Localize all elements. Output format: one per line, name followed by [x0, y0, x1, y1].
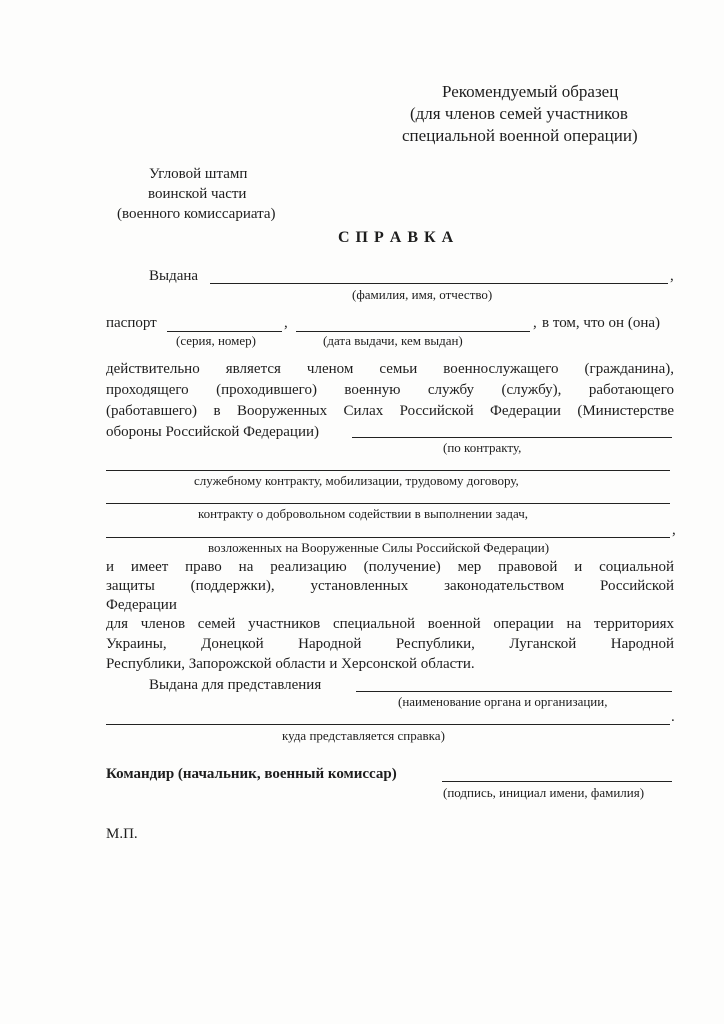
service-basis-hint: (по контракту,: [443, 440, 522, 455]
body-text-line: для членов семей участников специальной военной операции на территориях: [106, 616, 674, 632]
presentation-label: Выдана для представления: [149, 677, 322, 693]
stamp-line: Угловой штамп: [149, 166, 248, 182]
presentation-hint: куда представляется справка): [282, 728, 445, 743]
passport-tail: в том, что он (она): [542, 315, 661, 331]
signature-hint: (подпись, инициал имени, фамилия): [443, 785, 645, 800]
comma: ,: [533, 315, 537, 331]
service-basis-hint: возложенных на Вооруженные Силы Российской Федерации): [208, 540, 550, 555]
presentation-hint: (наименование органа и организации,: [398, 694, 608, 709]
service-basis-field[interactable]: [352, 437, 672, 438]
body-text-line: Федерации: [106, 597, 177, 613]
passport-label: паспорт: [106, 315, 157, 331]
header-line: специальной военной операции): [402, 126, 638, 145]
passport-issue-hint: (дата выдачи, кем выдан): [323, 333, 463, 348]
header-line: (для членов семей участников: [410, 104, 628, 123]
body-text-line: и имеет право на реализацию (получение) мер правовой и социальной: [106, 559, 674, 575]
passport-issue-field[interactable]: [296, 331, 530, 332]
body-text-line: Республики, Запорожской области и Херсонской области.: [106, 656, 475, 672]
issued-to-label: Выдана: [149, 268, 199, 284]
service-basis-field-2[interactable]: [106, 470, 670, 471]
body-text-line: проходящего (проходившего) военную службу (службу), работающего: [106, 382, 674, 398]
service-basis-field-3[interactable]: [106, 503, 670, 504]
passport-series-hint: (серия, номер): [176, 333, 256, 348]
header-line: Рекомендуемый образец: [442, 82, 619, 101]
body-text-line: Украины, Донецкой Народной Республики, Луганской Народной: [106, 636, 674, 652]
full-name-field[interactable]: [210, 283, 668, 284]
signature-field[interactable]: [442, 781, 672, 782]
commander-label: Командир (начальник, военный комиссар): [106, 766, 397, 782]
service-basis-hint: контракту о добровольном содействии в выполнении задач,: [198, 506, 529, 521]
seal-place: М.П.: [106, 826, 138, 842]
body-text-line: обороны Российской Федерации): [106, 424, 319, 440]
body-text-line: действительно является членом семьи военнослужащего (гражданина),: [106, 361, 674, 377]
document-title: С П Р А В К А: [338, 229, 455, 246]
body-text-line: (работавшего) в Вооруженных Силах Российской Федерации (Министерстве: [106, 403, 674, 419]
passport-series-field[interactable]: [167, 331, 282, 332]
stamp-line: воинской части: [148, 186, 247, 202]
presentation-field[interactable]: [356, 691, 672, 692]
body-text-line: защиты (поддержки), установленных законодательством Российской: [106, 578, 674, 594]
comma: ,: [672, 522, 676, 538]
service-basis-field-4[interactable]: [106, 537, 670, 538]
full-name-hint: (фамилия, имя, отчество): [352, 287, 493, 302]
period: .: [671, 709, 675, 725]
comma: ,: [284, 315, 288, 331]
stamp-line: (военного комиссариата): [117, 206, 276, 222]
presentation-field-2[interactable]: [106, 724, 670, 725]
service-basis-hint: служебному контракту, мобилизации, трудовому договору,: [194, 473, 519, 488]
comma: ,: [670, 268, 674, 284]
